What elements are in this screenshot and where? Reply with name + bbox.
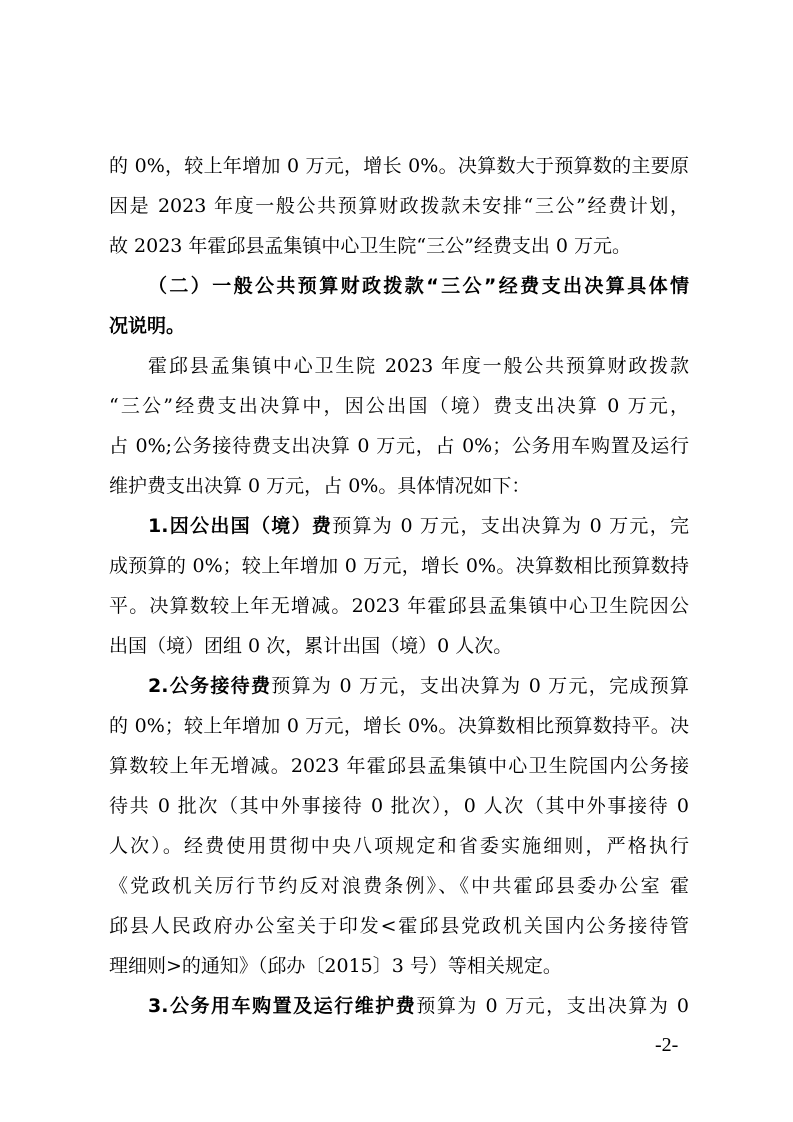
paragraph-line: 成预算的 0%；较上年增加 0 万元，增长 0%。决算数相比预算数持 xyxy=(109,555,689,577)
paragraph-line: “三公”经费支出决算中，因公出国（境）费支出决算 0 万元， xyxy=(109,395,689,417)
paragraph-line: 邱县人民政府办公室关于印发<霍邱县党政机关国内公务接待管 xyxy=(109,915,689,937)
item-text: 预算为 0 万元，支出决算为 0 万元，完 xyxy=(332,515,689,537)
section-heading: 况说明。 xyxy=(109,315,186,337)
paragraph-line: 因是 2023 年度一般公共预算财政拨款未安排“三公”经费计划， xyxy=(109,195,689,217)
paragraph-line: 占 0%;公务接待费支出决算 0 万元，占 0%；公务用车购置及运行 xyxy=(109,435,689,457)
item-line xyxy=(148,993,689,1021)
paragraph-line: 算数较上年无增减。2023 年霍邱县孟集镇中心卫生院国内公务接 xyxy=(109,755,689,777)
item-text: 预算为 0 万元，支出决算为 0 xyxy=(416,995,689,1017)
paragraph-line: 人次）。经费使用贯彻中央八项规定和省委实施细则，严格执行 xyxy=(109,835,689,857)
item-text: 预算为 0 万元，支出决算为 0 万元，完成预算 xyxy=(271,675,689,697)
paragraph-line: 霍邱县孟集镇中心卫生院 2023 年度一般公共预算财政拨款 xyxy=(148,355,689,377)
item-title: 3.公务用车购置及运行维护费 xyxy=(148,995,417,1017)
page-number: -2- xyxy=(655,1034,679,1056)
paragraph-line: 故 2023 年霍邱县孟集镇中心卫生院“三公”经费支出 0 万元。 xyxy=(109,235,632,257)
item-line xyxy=(148,673,689,701)
paragraph-line: 出国（境）团组 0 次，累计出国（境）0 人次。 xyxy=(109,635,513,657)
item-title: 2.公务接待费 xyxy=(148,675,272,697)
paragraph-line: 平。决算数较上年无增减。2023 年霍邱县孟集镇中心卫生院因公 xyxy=(109,595,689,617)
section-heading: （二）一般公共预算财政拨款“三公”经费支出决算具体情 xyxy=(148,275,689,297)
paragraph-line: 《党政机关厉行节约反对浪费条例》、《中共霍邱县委办公室 霍 xyxy=(109,875,689,897)
paragraph-line: 的 0%；较上年增加 0 万元，增长 0%。决算数相比预算数持平。决 xyxy=(109,715,689,737)
item-title: 1.因公出国（境）费 xyxy=(148,515,333,537)
paragraph-line: 的 0%，较上年增加 0 万元，增长 0%。决算数大于预算数的主要原 xyxy=(109,155,689,177)
paragraph-line: 维护费支出决算 0 万元，占 0%。具体情况如下： xyxy=(109,475,531,497)
item-line xyxy=(148,513,689,541)
paragraph-line: 待共 0 批次（其中外事接待 0 批次），0 人次（其中外事接待 0 xyxy=(109,795,689,817)
paragraph-line: 理细则>的通知》（邱办〔2015〕3 号）等相关规定。 xyxy=(109,955,562,977)
